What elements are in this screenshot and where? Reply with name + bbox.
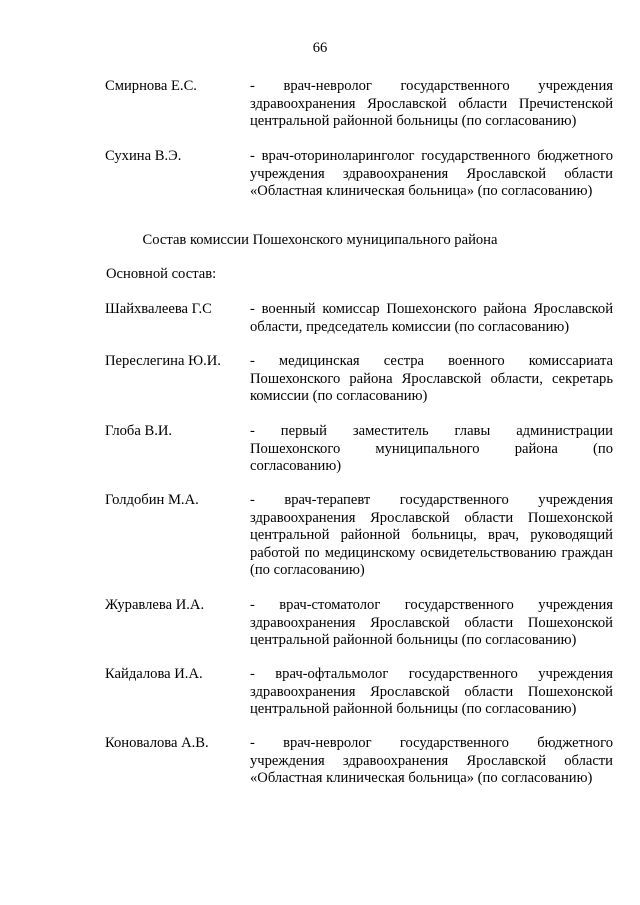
member-description: - военный комиссар Пошехонского района Ярославской области, председатель комиссии (по согласованию) bbox=[250, 301, 613, 335]
member-name: Коновалова А.В. bbox=[105, 735, 209, 751]
member-description: - врач-невролог государственного учреждения здравоохранения Ярославской области Пречистенской центральной районной больницы (по согласованию) bbox=[250, 78, 613, 129]
member-description: - врач-терапевт государственного учреждения здравоохранения Ярославской области Пошехонской центральной районной больницы, врач, руководящий работой по медицинскому освидетельствованию граждан (по согласованию) bbox=[250, 492, 613, 578]
member-description: - врач-стоматолог государственного учреждения здравоохранения Ярославской области Пошехонской центральной районной больницы (по согласованию) bbox=[250, 597, 613, 648]
member-description: - медицинская сестра военного комиссариата Пошехонского района Ярославской области, секретарь комиссии (по согласованию) bbox=[250, 353, 613, 404]
member-name: Шайхвалеева Г.С bbox=[105, 301, 212, 317]
member-name: Голдобин М.А. bbox=[105, 492, 199, 508]
subheading-main-composition: Основной состав: bbox=[106, 266, 217, 282]
member-description: - врач-оториноларинголог государственного бюджетного учреждения здравоохранения Ярославской области «Областная клиническая больница» (по согласованию) bbox=[250, 148, 613, 199]
member-description: - первый заместитель главы администрации Пошехонского муниципального района (по согласованию) bbox=[250, 423, 613, 474]
member-description: - врач-офтальмолог государственного учреждения здравоохранения Ярославской области Пошехонской центральной районной больницы (по согласованию) bbox=[250, 666, 613, 717]
member-name: Переслегина Ю.И. bbox=[105, 353, 221, 369]
member-name: Журавлева И.А. bbox=[105, 597, 205, 613]
member-description: - врач-невролог государственного бюджетного учреждения здравоохранения Ярославской области «Областная клиническая больница» (по согласованию) bbox=[250, 735, 613, 786]
page-number: 66 bbox=[312, 40, 328, 56]
member-name: Сухина В.Э. bbox=[105, 148, 182, 164]
member-name: Кайдалова И.А. bbox=[105, 666, 203, 682]
section-title: Состав комиссии Пошехонского муниципального района bbox=[142, 232, 498, 248]
member-name: Смирнова Е.С. bbox=[105, 78, 197, 94]
member-name: Глоба В.И. bbox=[105, 423, 173, 439]
